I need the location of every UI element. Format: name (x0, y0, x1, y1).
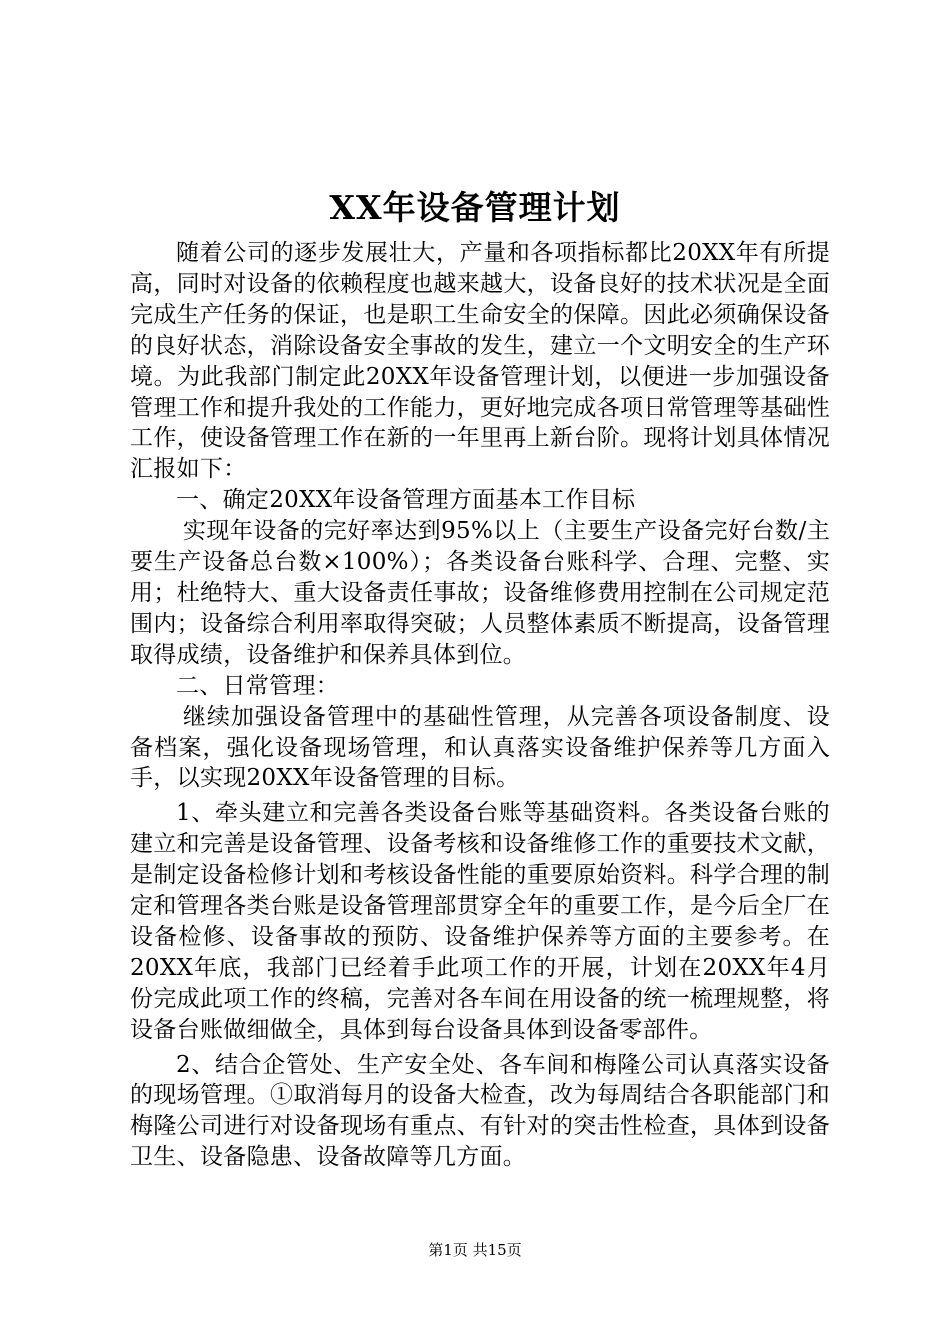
section-heading-daily-management: 二、日常管理： (176, 672, 340, 699)
section-heading-goals: 一、确定20XX年设备管理方面基本工作目标 (176, 487, 636, 514)
page-number-footer: 第1页 共15页 (428, 1241, 522, 1259)
intro-paragraph: 随着公司的逐步发展壮大，产量和各项指标都比20XX年有所提高，同时对设备的依赖程度也越来越大，设备良好的技术状况是全面完成生产任务的保证，也是职工生命安全的保障。因此必须确保设备的良好状态，消除设备安全事故的发生，建立一个文明安全的生产环境。为此我部门制定此20XX年设备管理计划，以便进一步加强设备管理工作和提升我处的工作能力，更好地完成各项日常管理等基础性工作，使设备管理工作在新的一年里再上新台阶。现将计划具体情况汇报如下： (130, 240, 830, 483)
daily-management-paragraph: 继续加强设备管理中的基础性管理，从完善各项设备制度、设备档案，强化设备现场管理，和认真落实设备维护保养等几方面入手，以实现20XX年设备管理的目标。 (130, 703, 830, 792)
item-2-paragraph: 2、结合企管处、生产安全处、各车间和梅隆公司认真落实设备的现场管理。①取消每月的设备大检查，改为每周结合各职能部门和梅隆公司进行对设备现场有重点、有针对的突击性检查，具体到设备卫生、设备隐患、设备故障等几方面。 (130, 1051, 830, 1171)
document-body (130, 238, 830, 1173)
document-title: XX年设备管理计划 (329, 188, 621, 227)
goals-paragraph: 实现年设备的完好率达到95%以上（主要生产设备完好台数/主要生产设备总台数×100%）；各类设备台账科学、合理、完整、实用；杜绝特大、重大设备责任事故；设备维修费用控制在公司规定范围内；设备综合利用率取得突破；人员整体素质不断提高，设备管理取得成绩，设备维护和保养具体到位。 (130, 518, 830, 668)
item-1-paragraph: 1、牵头建立和完善各类设备台账等基础资料。各类设备台账的建立和完善是设备管理、设备考核和设备维修工作的重要技术文献，是制定设备检修计划和考核设备性能的重要原始资料。科学合理的制定和管理各类台账是设备管理部贯穿全年的重要工作，是今后全厂在设备检修、设备事故的预防、设备维护保养等方面的主要参考。在20XX年底，我部门已经着手此项工作的开展，计划在20XX年4月份完成此项工作的终稿，完善对各车间在用设备的统一梳理规整，将设备台账做细做全，具体到每台设备具体到设备零部件。 (130, 800, 830, 1043)
